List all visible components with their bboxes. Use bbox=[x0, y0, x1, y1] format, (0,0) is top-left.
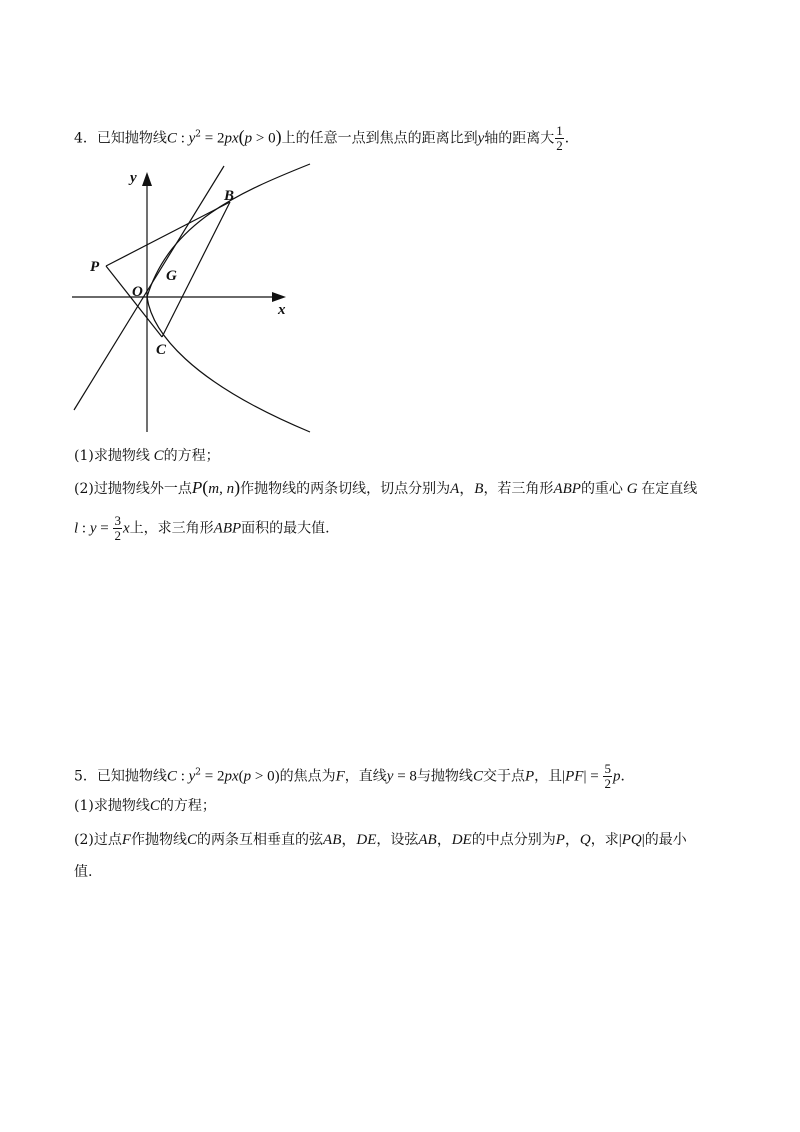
parabola-equation: C bbox=[166, 130, 177, 147]
problem-5-question-1: (1)求抛物线C的方程； bbox=[74, 798, 216, 814]
label-B: B bbox=[224, 188, 235, 204]
problem-5-question-2: (2)过点F作抛物线C的两条互相垂直的弦AB，DE，设弦AB，DE的中点分别为P，Q，求|PQ|的最小 bbox=[74, 832, 687, 848]
x-axis-arrow-icon bbox=[272, 292, 286, 302]
problem-5-question-2-line-2: 值. bbox=[74, 864, 93, 880]
fraction-three-halves: $\frac{3}{2}$ bbox=[114, 513, 121, 543]
label-x: x bbox=[278, 302, 286, 318]
y-axis-arrow-icon bbox=[142, 172, 152, 186]
label-G: G bbox=[166, 268, 177, 284]
segment-PC bbox=[106, 266, 162, 337]
problem-4-question-1: (1)求抛物线 C的方程； bbox=[74, 448, 220, 464]
problem-4-statement: 4．已知抛物线C : $y^2 = 2px(p > 0)$上的任意一点到焦点的距离比到y轴的距离大 $\frac{1}{2}$ ． bbox=[74, 123, 579, 153]
line-through-origin bbox=[74, 166, 224, 410]
problem-5-statement: 5．已知抛物线C : $y^2 = 2px(p > 0)$的焦点为F，直线y = 8与抛物线C交于点P，且|PF| = $\frac{5}{2}$ p． bbox=[74, 761, 635, 791]
label-P: P bbox=[90, 259, 100, 275]
parabola-figure bbox=[60, 162, 320, 437]
fraction-one-half: $\frac{1}{2}$ bbox=[556, 123, 563, 153]
problem-4-question-2: (2)过抛物线外一点P(m, n)作抛物线的两条切线，切点分别为A，B，若三角形ABP的重心 G 在定直线 bbox=[74, 477, 698, 497]
problem-4-question-2-line-2: l : y = $\frac{3}{2}$ x上，求三角形ABP面积的最大值. bbox=[74, 513, 330, 543]
label-C: C bbox=[156, 342, 167, 358]
label-y: y bbox=[130, 170, 137, 186]
fraction-five-halves: $\frac{5}{2}$ bbox=[604, 761, 611, 791]
label-O: O bbox=[132, 284, 143, 300]
